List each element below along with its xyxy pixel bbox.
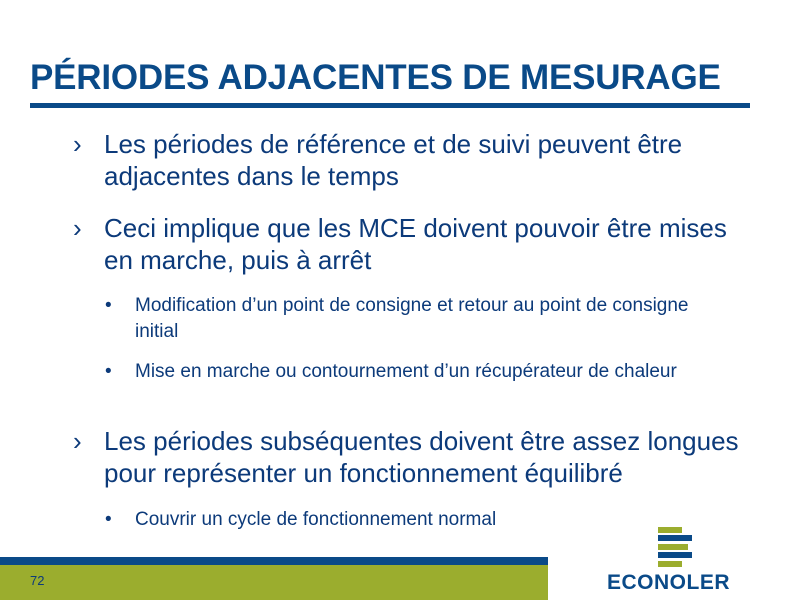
sub-bullet-text: Mise en marche ou contournement d’un récupérateur de chaleur [135,361,677,382]
dot-bullet-icon: • [105,361,112,382]
footer-green-bar [0,565,548,600]
chevron-bullet-icon: › [73,426,82,456]
sub-bullet-text: Couvrir un cycle de fonctionnement normal [135,509,497,530]
dot-bullet-icon: • [105,295,112,316]
dot-bullet-icon: • [105,509,112,530]
sub-bullet-item [95,293,735,345]
chevron-bullet-icon: › [73,129,82,159]
sub-bullet-item [95,507,735,533]
sub-bullet-text: Modification d’un point de consigne et retour au point de consigne initial [135,295,689,342]
chevron-bullet-icon: › [73,213,82,243]
title-underline [30,103,750,108]
econoler-logo-text: ECONOLER [607,571,731,594]
sub-bullet-item [95,359,735,385]
econoler-logo-icon [650,527,700,567]
bullet-text: Ceci implique que les MCE doivent pouvoir être mises en marche, puis à arrêt [104,213,727,275]
slide-title: PÉRIODES ADJACENTES DE MESURAGE [30,58,721,97]
bullet-item [60,128,750,192]
bullet-text: Les périodes subséquentes doivent être assez longues pour représenter un fonctionnement équilibré [104,426,739,488]
bullet-item [60,425,750,489]
page-number: 72 [30,573,45,588]
bullet-item [60,212,750,276]
bullet-text: Les périodes de référence et de suivi peuvent être adjacentes dans le temps [104,129,683,191]
footer-blue-bar [0,557,548,565]
